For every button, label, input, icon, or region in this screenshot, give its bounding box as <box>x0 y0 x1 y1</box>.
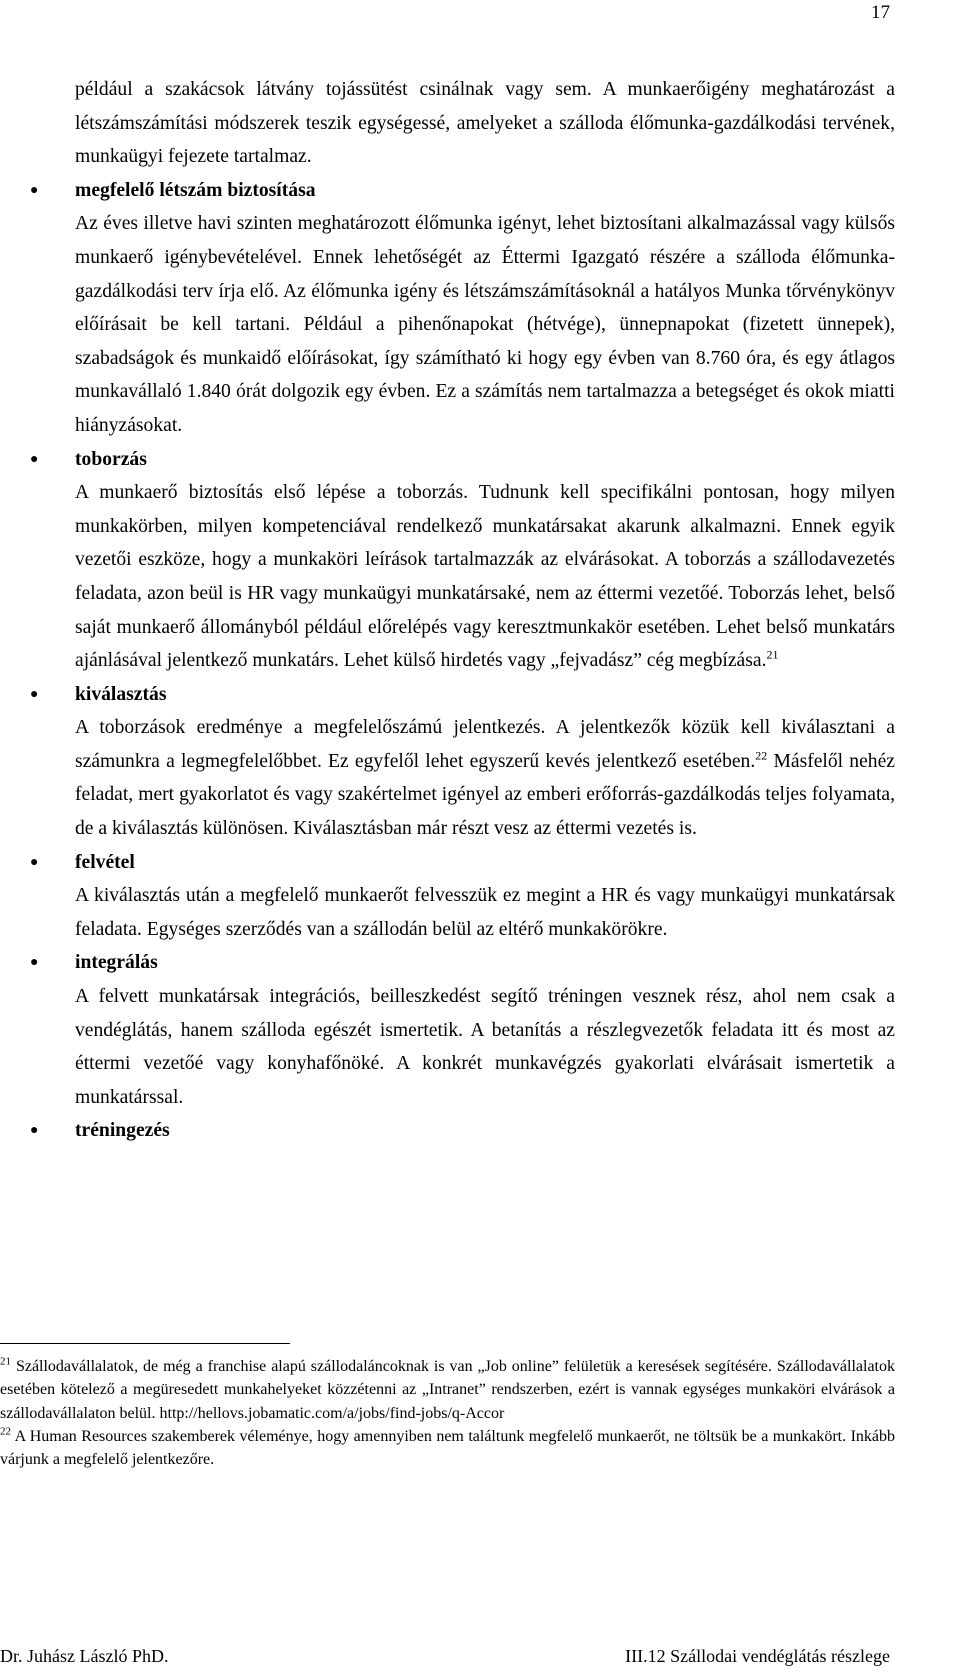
footnote-number: 21 <box>0 1355 11 1368</box>
bullet-icon: ● <box>30 686 39 702</box>
footer-author: Dr. Juhász László PhD. <box>0 1646 169 1666</box>
section-title: megfelelő létszám biztosítása <box>75 179 316 201</box>
section-body <box>75 711 895 845</box>
footnote-text: Szállodavállalatok, de még a franchise alapú szállodaláncoknak is van „Job online” felületük a keresések segítésére. Szállodavállalatok esetében kötelező a megüresedett munkahelyeket közzétenni az „Intranet” rendszerben, ezért is vannak egységes munkaköri elvárások a szállodavállalaton belül. http://hellovs.jobamatic.com/a/jobs/find-jobs/q-Accor <box>0 1358 895 1422</box>
section-title: kiválasztás <box>75 683 167 705</box>
section-body <box>75 476 895 678</box>
section-felvetel <box>30 846 895 947</box>
footnote <box>0 1425 895 1472</box>
section-body: Az éves illetve havi szinten meghatározott élőmunka igényt, lehet biztosítani alkalmazással vagy külsős munkaerő igénybevételével. Ennek lehetőségét az Éttermi Igazgató részére a szálloda élőmunka-gazdálkodási terv írja elő. Az élőmunka igény és létszámszámításoknál a hatályos Munka tőrvénykönyv előírásait be kell tartani. Például a pihenőnapokat (hétvége), ünnepnapokat (fizetett ünnepek), szabadságok és munkaidő előírásokat, így számítható ki hogy egy évben van 8.760 óra, és egy átlagos munkavállaló 1.840 órát dolgozik egy évben. Ez a számítás nem tartalmazza a betegséget és okok miatti hiányzásokat. <box>75 213 895 436</box>
bullet-icon: ● <box>30 955 39 971</box>
section-treningezes <box>30 1114 895 1148</box>
bullet-icon: ● <box>30 182 39 198</box>
footnotes <box>0 1355 895 1471</box>
footnote-ref[interactable]: 21 <box>766 647 779 662</box>
section-title: toborzás <box>75 448 147 470</box>
intro-paragraph: például a szakácsok látvány tojássütést csinálnak vagy sem. A munkaerőigény meghatározást a létszámszámítási módszerek teszik egységessé, amelyeket a szálloda élőmunka-gazdálkodási tervének, munkaügyi fejezete tartalmaz. <box>75 79 895 168</box>
section-body-text: A munkaerő biztosítás első lépése a toborzás. Tudnunk kell specifikálni pontosan, hogy milyen munkakörben, milyen kompetenciával rendelkező munkatársakat akarunk alkalmazni. Ennek egyik vezetői eszköze, hogy a munkaköri leírások tartalmazzák az elvárásokat. A toborzás a szállodavezetés feladata, azon beül is HR vagy munkaügyi munkatársaké, nem az éttermi vezetőé. Toborzás lehet, belső saját munkaerő állományból például előrelépés vagy keresztmunkakör esetében. Lehet belső munkatárs ajánlásával jelentkező munkatárs. Lehet külső hirdetés vagy „fejvadász” cég megbízása. <box>75 482 895 672</box>
page-number: 17 <box>871 2 890 23</box>
footnote-ref[interactable]: 22 <box>755 748 768 763</box>
footnote-text: A Human Resources szakemberek véleménye, hogy amennyiben nem találtunk megfelelő munkaerőt, ne töltsük be a munkakört. Inkább várjunk a megfelelő jelentkezőre. <box>0 1427 895 1469</box>
section-kivalasztas <box>30 678 895 846</box>
section-title: integrálás <box>75 952 158 974</box>
bullet-icon: ● <box>30 451 39 467</box>
body-text <box>30 73 895 1148</box>
section-toborzas <box>30 443 895 678</box>
footer-chapter: III.12 Szállodai vendéglátás részlege <box>625 1646 890 1666</box>
section-body: A felvett munkatársak integrációs, beilleszkedést segítő tréningen vesznek rész, ahol nem csak a vendéglátás, hanem szálloda egészét ismertetik. A betanítás a részlegvezetők feladata itt és most az éttermi vezetőé vagy konyhafőnöké. A konkrét munkavégzés gyakorlati elvárásait ismertetik a munkatárssal. <box>75 986 895 1108</box>
section-body-text: A toborzások eredménye a megfelelőszámú jelentkezés. A jelentkezők közük kell kiválasztani a számunkra a legmegfelelőbbet. Ez egyfelől lehet egyszerű kevés jelentkező esetében. <box>75 717 895 772</box>
footnote <box>0 1355 895 1425</box>
section-body: A kiválasztás után a megfelelő munkaerőt felvesszük ez megint a HR és vagy munkaügyi munkatársak feladata. Egységes szerződés van a szállodán belül az eltérő munkakörökre. <box>75 885 895 940</box>
section-letszam <box>30 174 895 443</box>
section-title: tréningezés <box>75 1120 170 1142</box>
footnote-number: 22 <box>0 1425 11 1438</box>
bullet-icon: ● <box>30 1123 39 1139</box>
section-title: felvétel <box>75 851 135 873</box>
section-body-text: Másfelől nehéz feladat, mert gyakorlatot és vagy szakértelmet igényel az emberi erőforrás-gazdálkodás teljes folyamata, de a kiválasztás különösen. Kiválasztásban már részt vesz az éttermi vezetés is. <box>75 750 895 840</box>
footnote-divider <box>0 1343 290 1344</box>
bullet-icon: ● <box>30 854 39 870</box>
section-integralas <box>30 946 895 1114</box>
